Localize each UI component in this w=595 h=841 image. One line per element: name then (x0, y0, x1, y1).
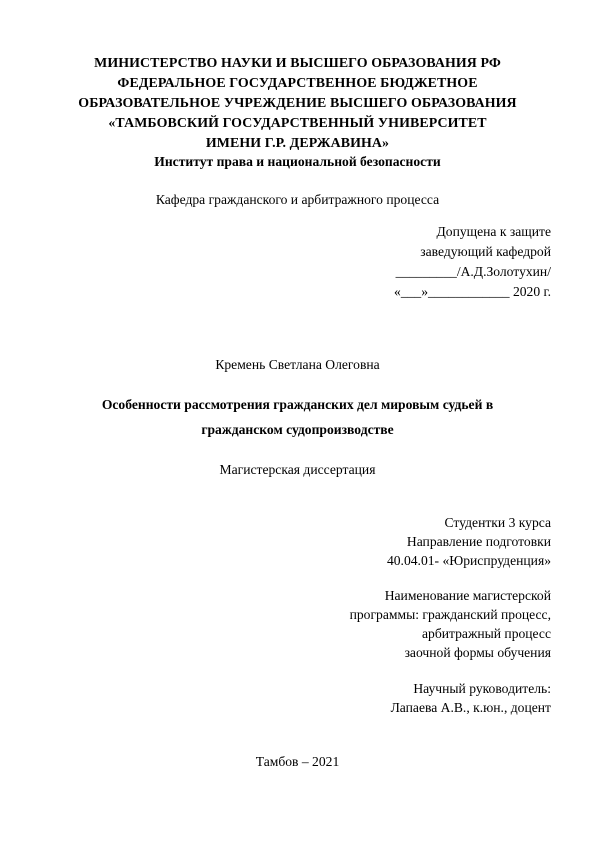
thesis-title-line-2: гражданском судопроизводстве (201, 422, 394, 437)
institution-heading-line-1: ФЕДЕРАЛЬНОЕ ГОСУДАРСТВЕННОЕ БЮДЖЕТНОЕ (117, 76, 478, 91)
author-name: Кремень Светлана Олеговна (215, 357, 380, 372)
student-line-2: Направление подготовки (406, 534, 551, 549)
approval-date-line: «___»____________ 2020 г. (394, 284, 551, 299)
program-line-3: арбитражный процесс (421, 626, 551, 641)
university-heading-line-2: ИМЕНИ Г.Р. ДЕРЖАВИНА» (205, 136, 390, 151)
institute-heading: Институт права и национальной безопасности (154, 154, 441, 169)
approval-line-2: заведующий кафедрой (420, 244, 551, 259)
student-line-1: Студентки 3 курса (444, 515, 551, 530)
supervisor-line-1: Научный руководитель: (413, 681, 551, 696)
institution-heading-line-2: ОБРАЗОВАТЕЛЬНОЕ УЧРЕЖДЕНИЕ ВЫСШЕГО ОБРАЗОВАНИЯ (78, 96, 517, 111)
approval-signature-line: _________/А.Д.Золотухин/ (395, 264, 551, 279)
ministry-heading: МИНИСТЕРСТВО НАУКИ И ВЫСШЕГО ОБРАЗОВАНИЯ РФ (94, 56, 501, 71)
student-line-3: 40.04.01- «Юриспруденция» (386, 553, 551, 568)
work-type: Магистерская диссертация (219, 462, 376, 477)
city-year-footer: Тамбов – 2021 (255, 754, 340, 769)
university-heading-line-1: «ТАМБОВСКИЙ ГОСУДАРСТВЕННЫЙ УНИВЕРСИТЕТ (108, 116, 487, 131)
program-line-2: программы: гражданский процесс, (349, 607, 551, 622)
approval-line-1: Допущена к защите (436, 224, 551, 239)
program-line-4: заочной формы обучения (404, 645, 551, 660)
thesis-title-line-1: Особенности рассмотрения гражданских дел мировым судьей в (101, 397, 494, 412)
department-name: Кафедра гражданского и арбитражного процесса (155, 192, 440, 207)
program-line-1: Наименование магистерской (384, 588, 551, 603)
supervisor-line-2: Лапаева А.В., к.юн., доцент (390, 700, 551, 715)
